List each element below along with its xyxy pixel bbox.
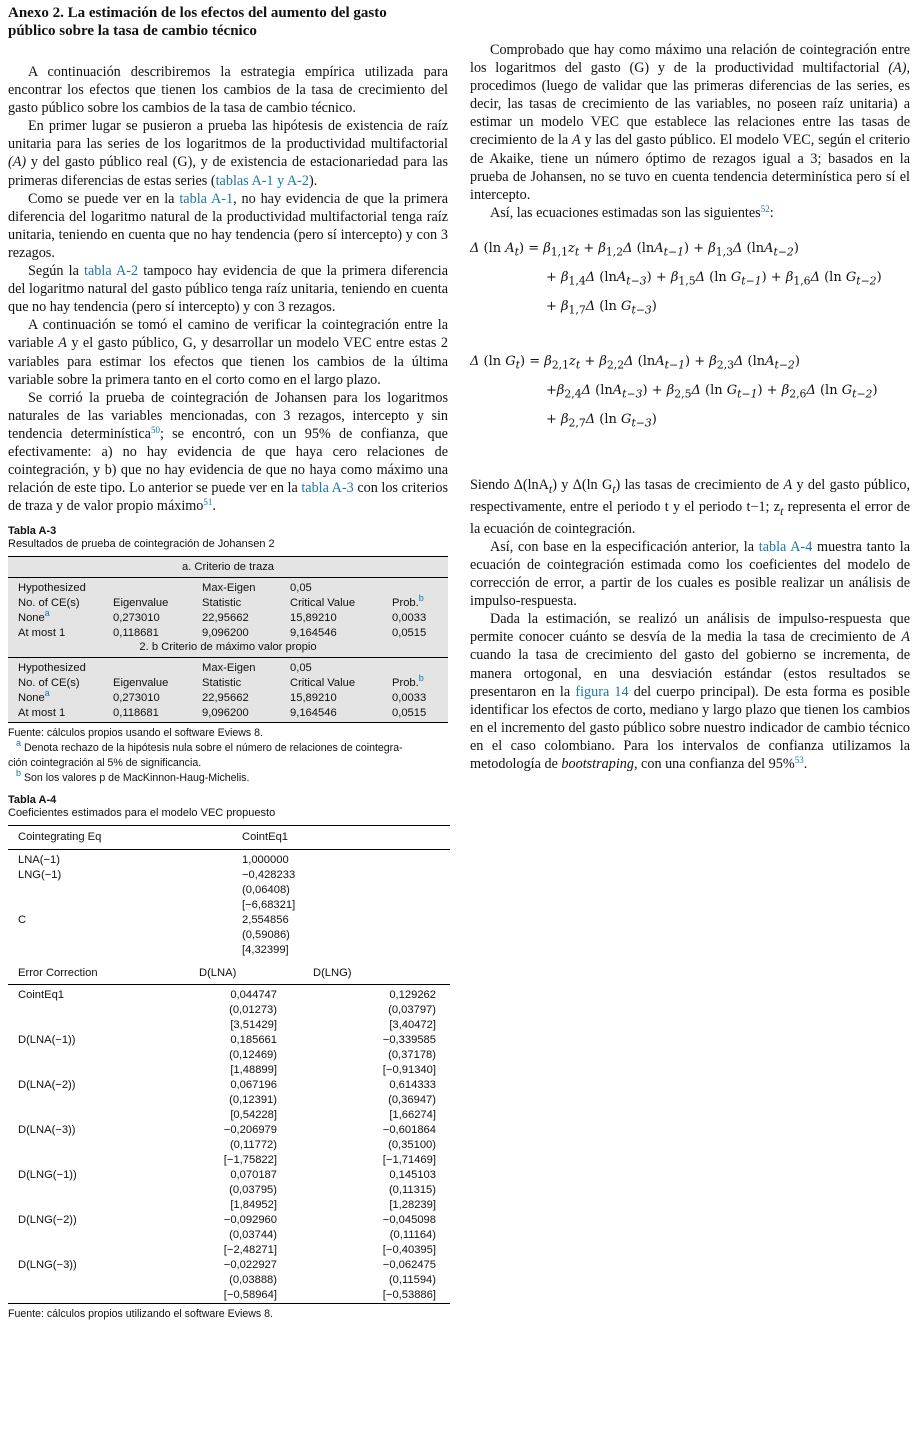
text-span: cuando la tasa de crecimiento del gasto del gobierno se incrementa, de manera ortogonal, en una desviación estándar (estos resultados se presentaron en la [470, 647, 910, 700]
row-label [8, 1198, 193, 1213]
row-label [8, 1228, 193, 1243]
cell: Eigenvalue [113, 676, 169, 689]
row-value-dlng: (0,36947) [388, 1094, 436, 1107]
cell: 22,95662 [202, 611, 249, 624]
cell: 9,164546 [290, 626, 337, 639]
row-label: D(LNG(−3)) [18, 1259, 77, 1272]
row-value-dlng: (0,37178) [388, 1049, 436, 1062]
row-value: (0,06408) [242, 884, 290, 897]
row-value-dlng: −0,045098 [382, 1214, 436, 1227]
table-row [8, 626, 448, 641]
cell-text: None [18, 611, 45, 624]
cell [113, 658, 202, 676]
table-row [8, 1168, 450, 1183]
row-value-dlna: 0,070187 [230, 1169, 277, 1182]
row-value-dlna: (0,03888) [229, 1274, 277, 1287]
text-span: Según la [28, 263, 85, 280]
cell: 22,95662 [202, 691, 249, 704]
table-a3-header1b [8, 658, 448, 676]
cell: 9,096200 [202, 626, 249, 639]
table-row [8, 1273, 450, 1288]
row-value-dlna: (0,11772) [229, 1139, 277, 1152]
text-span: Comprobado que hay como máximo una relación de cointegración entre los logaritmos del gasto (G) y de la productividad multifactorial [470, 42, 910, 77]
paragraph-impulse-response [470, 610, 910, 773]
row-value-dlng: [1,28239] [389, 1199, 436, 1212]
variable-a: (A) [8, 154, 27, 171]
equations-block [470, 222, 910, 476]
table-row [8, 1228, 450, 1243]
cell: 15,89210 [290, 611, 337, 624]
equation-2-line-1: Δ (ln $G_t) = \beta_{2,1}z_t + \beta_{2,2}\Delta$ $(\ln A_{t-1}) + \beta_{2,3}\Delta$ (lnA$_{t-2}$) [470, 353, 800, 372]
cell: No. of CE(s) [18, 676, 80, 689]
row-value: −0,428233 [242, 869, 296, 882]
equation-2-line-3: + $\beta_{2,7}\Delta$ (ln $G_{t-3}$) [546, 411, 657, 430]
text-span: y del gasto público real (G), y de existencia de estacionariedad para las primeras diferencias de estas series ( [8, 154, 448, 189]
row-label [8, 1243, 193, 1258]
row-value: 1,000000 [242, 854, 289, 867]
text-span: , procedimos (luego de validar que las primeras diferencias de las series, es decir, las tasas de crecimiento de las variables, no poseen raíz unitaria) a estimar un modelo VEC que establece las relaciones entre las tasas de crecimiento de la [470, 60, 910, 149]
cell [8, 687, 113, 706]
row-label [8, 1063, 193, 1078]
cell [392, 672, 448, 691]
text-span: En primer lugar se pusieron a prueba las hipótesis de existencia de raíz unitaria para las series de los logaritmos de la productividad multifactorial [8, 118, 448, 153]
table-a4-head2 [8, 958, 450, 985]
text-span: muestra tanto la ecuación de cointegración estimada como los coeficientes del modelo de corrección de error, a partir de los cuales es posible realizar un análisis de impulso-respuesta. [470, 538, 911, 610]
row-label: D(LNA(−2)) [18, 1079, 76, 1092]
equation-1-line-1: Δ (ln $A_t) = \beta_{1,1}z_t + \beta_{1,2}\Delta$ $(\ln A_{t-1}) + \beta_{1,3}\Delta$ (lnA$_{t-2}$) [470, 240, 799, 259]
row-value-dlng: [3,40472] [389, 1019, 436, 1032]
cell: 9,164546 [290, 706, 337, 719]
row-value-dlna: −0,022927 [223, 1259, 277, 1272]
table-row [8, 691, 448, 706]
table-row [8, 1093, 450, 1108]
text-span: : [769, 204, 774, 221]
cell: Critical Value [290, 596, 356, 609]
cell-text: D(LNA) [199, 967, 237, 980]
note-mark: a [16, 738, 22, 749]
note-text: Son los valores p de MacKinnon-Haug-Michelis. [23, 772, 250, 785]
note-a-mark: a [44, 687, 50, 698]
table-row [8, 898, 450, 913]
table-a3-section-a: a. Criterio de traza [8, 557, 448, 578]
row-value-dlna: [3,51429] [230, 1019, 277, 1032]
text-span: ) y Δ(ln G [552, 476, 613, 493]
cell-text: None [18, 691, 45, 704]
table-row [8, 611, 448, 626]
text-span: Así, las ecuaciones estimadas son las siguientes [490, 204, 761, 221]
row-value-dlng: −0,062475 [382, 1259, 436, 1272]
row-value-dlna: 0,185661 [230, 1034, 277, 1047]
row-label [8, 1003, 193, 1018]
row-value-dlng: −0,339585 [382, 1034, 436, 1047]
table-a3-section-b: 2. b Criterio de máximo valor propio [8, 640, 448, 657]
text-span: Dada la estimación, se realizó un análisis de impulso-respuesta que permite conocer cuánto se desvía de la media la tasa de crecimiento de [470, 611, 910, 646]
paragraph-table-a2 [8, 262, 448, 316]
annex-title [8, 4, 448, 40]
cell: D(LNG) [293, 958, 450, 985]
note-b-mark: b [418, 592, 424, 603]
text-span: y del gasto público, respectivamente, entre el periodo t y el periodo t−1; z [470, 476, 910, 515]
footnote-ref-50[interactable]: 50 [150, 424, 160, 435]
row-label [8, 1183, 193, 1198]
table-row [8, 1138, 450, 1153]
row-label [8, 928, 193, 943]
footnote-ref-53[interactable]: 53 [794, 755, 804, 765]
table-a3-note-a [8, 738, 448, 756]
table-row [8, 1003, 450, 1018]
variable-a: A [572, 132, 581, 149]
note-b-mark: b [418, 672, 424, 683]
table-row [8, 1243, 450, 1258]
row-value: [4,32399] [242, 944, 289, 957]
row-label [8, 1048, 193, 1063]
table-row [8, 1213, 450, 1228]
row-value-dlng: [1,66274] [389, 1109, 436, 1122]
left-column [8, 4, 448, 1322]
cell: Hypothesized [18, 662, 86, 675]
variable-a: (A) [888, 60, 907, 77]
cell: Statistic [202, 676, 242, 689]
cell [193, 958, 293, 985]
cell: 0,118681 [113, 626, 159, 639]
row-value: 2,554856 [242, 914, 289, 927]
equation-1-line-3: + $\beta_{1,7}\Delta$ (ln $G_{t-3}$) [546, 298, 657, 317]
text-span: . [212, 498, 216, 515]
link-table-a4[interactable]: tabla A-4 [758, 538, 813, 555]
row-label [8, 943, 193, 958]
cell: 15,89210 [290, 691, 337, 704]
paragraph-definitions [470, 476, 910, 538]
link-table-a2[interactable]: tabla A-2 [84, 263, 139, 280]
annex-title-line1: Anexo 2. La estimación de los efectos del aumento del gasto [8, 5, 387, 21]
cell: 0,273010 [113, 691, 160, 704]
table-row [8, 1123, 450, 1138]
link-table-a1[interactable]: tabla A-1 [179, 190, 234, 207]
cell-text: Prob. [392, 596, 419, 609]
row-label [8, 1153, 193, 1168]
subscript: t [548, 481, 553, 496]
table-row [8, 913, 450, 928]
row-label: D(LNA(−1)) [18, 1034, 76, 1047]
table-a3-notes [8, 726, 448, 786]
equation-2-line-2: $+\beta_{2,4}\Delta$ $(\ln A_{t-3}) + \beta_{2,5}\Delta$ (ln $G_{t-1}) + \beta_{2,6}\Delta$ (ln $G_{t-2}$) [546, 382, 878, 401]
table-row [8, 1078, 450, 1093]
row-value-dlng: −0,601864 [382, 1124, 436, 1137]
note-a-mark: a [44, 607, 50, 618]
row-value-dlna: 0,044747 [230, 989, 277, 1002]
row-label: D(LNG(−1)) [18, 1169, 77, 1182]
text-span: A continuación se tomó el camino de verificar la cointegración entre la variable [8, 317, 448, 352]
table-a3-caption [8, 525, 448, 550]
cell: No. of CE(s) [18, 596, 80, 609]
right-column [470, 41, 910, 773]
paragraph-cointegration [8, 316, 448, 388]
row-value-dlng: [−1,71469] [382, 1154, 436, 1167]
cell: At most 1 [18, 706, 66, 719]
row-value-dlng: (0,03797) [388, 1004, 436, 1017]
row-label [8, 1108, 193, 1123]
cell: 0,118681 [113, 706, 159, 719]
emphasis: bootstraping [561, 756, 634, 772]
row-value-dlng: [−0,40395] [382, 1244, 436, 1257]
table-row [8, 943, 450, 958]
row-value-dlng: 0,129262 [389, 989, 436, 1002]
cell: 0,0033 [392, 691, 427, 704]
row-label: CointEq1 [18, 989, 65, 1002]
text-span: , con una confianza del 95% [633, 756, 795, 772]
paragraph-vec [470, 41, 910, 204]
paragraph-intro: A continuación describiremos la estrategia empírica utilizada para encontrar los efectos que tienen los cambios de la tasa de crecimiento del gasto público sobre los cambios de la tasa de cambio técnico. [8, 64, 448, 117]
row-value-dlng: [−0,53886] [382, 1289, 436, 1302]
cell: CointEq1 [193, 826, 450, 850]
cell: Hypothesized [18, 582, 86, 595]
cell: Cointegrating Eq [8, 826, 193, 850]
text-span: ). [309, 172, 318, 189]
table-a4-caption [8, 794, 448, 819]
row-value-dlna: 0,067196 [230, 1079, 277, 1092]
table-a4-head1 [8, 826, 450, 850]
row-label [8, 1018, 193, 1033]
row-value-dlna: (0,03795) [229, 1184, 277, 1197]
row-value-dlng: (0,11594) [388, 1274, 436, 1287]
table-row [8, 868, 450, 883]
text-span: . [803, 756, 808, 772]
table-a4-coint-body [8, 850, 450, 959]
cell-text: Prob. [392, 676, 419, 689]
table-a4 [8, 825, 450, 1304]
cell: Statistic [202, 596, 242, 609]
row-value-dlna: (0,12391) [229, 1094, 277, 1107]
cell: 0,05 [290, 662, 312, 675]
table-row [8, 883, 450, 898]
table-a3-title: Resultados de prueba de cointegración de Johansen 2 [8, 538, 275, 551]
link-table-a3[interactable]: tabla A-3 [301, 480, 354, 497]
paragraph-table-a4-ref [470, 538, 910, 610]
cell: Eigenvalue [113, 596, 169, 609]
table-row [8, 1063, 450, 1078]
row-value-dlna: (0,12469) [229, 1049, 277, 1062]
text-span: , no hay evidencia de que la primera diferencia del logaritmo natural de la productividad multifactorial tenga raíz unitaria, teniendo en cuenta que no hay tendencia (pero sí intercepto) y con 3 rezagos. [8, 190, 448, 261]
cell: 0,0515 [392, 706, 427, 719]
text-span: Como se puede ver en la [28, 190, 180, 207]
row-value-dlng: 0,145103 [389, 1169, 436, 1182]
table-a3-note-a2: ción cointegración al 5% de significancia. [8, 757, 202, 770]
row-value-dlna: [1,84952] [230, 1199, 277, 1212]
table-a3-source: Fuente: cálculos propios usando el software Eviews 8. [8, 727, 263, 740]
table-row [8, 1183, 450, 1198]
row-label: C [18, 914, 27, 927]
row-label [8, 1273, 193, 1288]
footnote-ref-52[interactable]: 52 [760, 203, 770, 214]
text-span: representa el error de la ecuación de cointegración. [470, 498, 911, 537]
table-a3-section-a-row [8, 557, 448, 578]
table-row [8, 706, 448, 723]
cell [392, 592, 448, 611]
paragraph-johansen [8, 389, 448, 516]
cell: At most 1 [18, 626, 66, 639]
text-span: ; se encontró, con un 95% de confianza, que efectivamente: a) no hay evidencia de que haya cero relaciones de cointegración, y b) que no hay evidencia de que no haya como máximo una relación de este tipo. Lo anterior se puede ver en la [8, 425, 448, 497]
row-value-dlna: [1,48899] [230, 1064, 277, 1077]
table-a4-title: Coeficientes estimados para el modelo VEC propuesto [8, 807, 276, 820]
table-a3-id: Tabla A-3 [8, 525, 57, 538]
note-mark: b [16, 768, 22, 779]
row-value-dlna: (0,01273) [229, 1004, 277, 1017]
table-a3-header2b [8, 676, 448, 691]
text-span: y el gasto público, G, y desarrollar un modelo VEC entre estas 2 variables para estimar los efectos que tienen los cambios de la última variable sobre la primera tanto en el corto como en el largo plazo. [8, 335, 448, 388]
table-a4-source: Fuente: cálculos propios utilizando el software Eviews 8. [8, 1308, 273, 1321]
cell: 0,0515 [392, 626, 427, 639]
table-a4-id: Tabla A-4 [8, 794, 57, 807]
table-a3-header1 [8, 578, 448, 596]
link-figure-14[interactable]: figura 14 [575, 683, 629, 700]
row-label: LNG(−1) [18, 869, 62, 882]
row-value: (0,59086) [242, 929, 290, 942]
cell [8, 607, 113, 626]
cell: Max-Eigen [202, 582, 256, 595]
link-tables-a1-a2[interactable]: tablas A-1 y A-2 [215, 172, 309, 189]
row-value: [−6,68321] [242, 899, 296, 912]
text-span: tampoco hay evidencia de que la primera diferencia del logaritmo natural del gasto público tenga raíz unitaria, teniendo en cuenta que no hay tendencia (pero sí intercepto) y con 3 rezagos. [8, 263, 448, 316]
table-row [8, 850, 450, 869]
row-value-dlna: [−2,48271] [223, 1244, 277, 1257]
row-value-dlna: −0,092960 [223, 1214, 277, 1227]
table-row [8, 1153, 450, 1168]
text-span: ) las tasas de crecimiento de [615, 476, 784, 493]
row-label: LNA(−1) [18, 854, 60, 867]
table-a3-section-b-row [8, 640, 448, 657]
table-row [8, 1258, 450, 1273]
table-a4-ec-body [8, 985, 450, 1304]
equation-1-line-2: + $\beta_{1,4}\Delta$ $(\ln A_{t-3}) + \beta_{1,5}\Delta$ (ln $G_{t-1}) + \beta_{1,6}\Delta$ (ln $G_{t-2}$) [546, 269, 882, 288]
paragraph-equations-intro [470, 204, 910, 222]
text-span: Se corrió la prueba de cointegración de Johansen para los logaritmos naturales de las variables mencionadas, con 3 rezagos, intercepto y sin tendencia determinística [8, 389, 448, 442]
variable-a: A [783, 476, 793, 493]
cell: Max-Eigen [202, 662, 256, 675]
row-label [8, 1288, 193, 1304]
row-value-dlng: (0,11315) [388, 1184, 436, 1197]
row-label [8, 883, 193, 898]
row-label [8, 898, 193, 913]
text-span: y las del gasto público. El modelo VEC, según el criterio de Akaike, tiene un número óptimo de rezagos igual a 3; basados en la prueba de Johansen, no se tuvo en cuenta tendencia determinística pero sí el intercepto. [470, 132, 910, 203]
text-span: Siendo Δ(lnA [470, 476, 549, 493]
row-value-dlng: (0,35100) [388, 1139, 436, 1152]
row-value-dlna: [0,54228] [230, 1109, 277, 1122]
row-value-dlng: (0,11164) [389, 1229, 436, 1242]
row-value-dlna: [−0,58964] [223, 1289, 277, 1302]
table-row [8, 985, 450, 1004]
cell: 9,096200 [202, 706, 249, 719]
row-value-dlna: (0,03744) [229, 1229, 277, 1242]
table-row [8, 1108, 450, 1123]
text-span: con los criterios de traza y de valor propio máximo [8, 480, 448, 515]
cell: 0,05 [290, 582, 312, 595]
row-label [8, 1093, 193, 1108]
paragraph-unit-root [8, 117, 448, 189]
row-value-dlna: [−1,75822] [223, 1154, 277, 1167]
note-text: Denota rechazo de la hipótesis nula sobre el número de relaciones de cointegra- [23, 742, 403, 755]
footnote-ref-51[interactable]: 51 [203, 497, 213, 508]
cell: 0,273010 [113, 611, 160, 624]
table-a3-note-b [8, 768, 448, 786]
subscript: t [612, 481, 616, 496]
cell: Critical Value [290, 676, 356, 689]
row-value-dlng: [−0,91340] [382, 1064, 436, 1077]
row-label: D(LNA(−3)) [18, 1124, 76, 1137]
row-value-dlng: 0,614333 [389, 1079, 436, 1092]
row-value-dlna: −0,206979 [223, 1124, 277, 1137]
cell: Error Correction [8, 958, 193, 985]
row-label: D(LNG(−2)) [18, 1214, 77, 1227]
table-row [8, 1033, 450, 1048]
table-row [8, 1198, 450, 1213]
annex-title-line2: público sobre la tasa de cambio técnico [8, 23, 257, 39]
variable-a: A [901, 629, 910, 646]
table-a3-header2 [8, 596, 448, 611]
table-a3 [8, 556, 448, 723]
cell [113, 578, 202, 596]
text-span: Así, con base en la especificación anterior, la [490, 538, 759, 555]
cell: 0,0033 [392, 611, 427, 624]
table-row [8, 1288, 450, 1304]
subscript: t [780, 503, 784, 518]
variable-a: A [58, 335, 67, 352]
table-row [8, 1048, 450, 1063]
table-row [8, 928, 450, 943]
paragraph-table-a1 [8, 190, 448, 262]
text-span: del cuerpo principal). De esta forma es posible identificar los efectos de corto, mediano y largo plazo que tienen los cambios en el incremento del gasto público sobre nuestro indicador de cambio técnico en el caso colombiano. Para los intervalos de confianza utilizamos la metodología de [470, 683, 910, 772]
table-row [8, 1018, 450, 1033]
row-label [8, 1138, 193, 1153]
